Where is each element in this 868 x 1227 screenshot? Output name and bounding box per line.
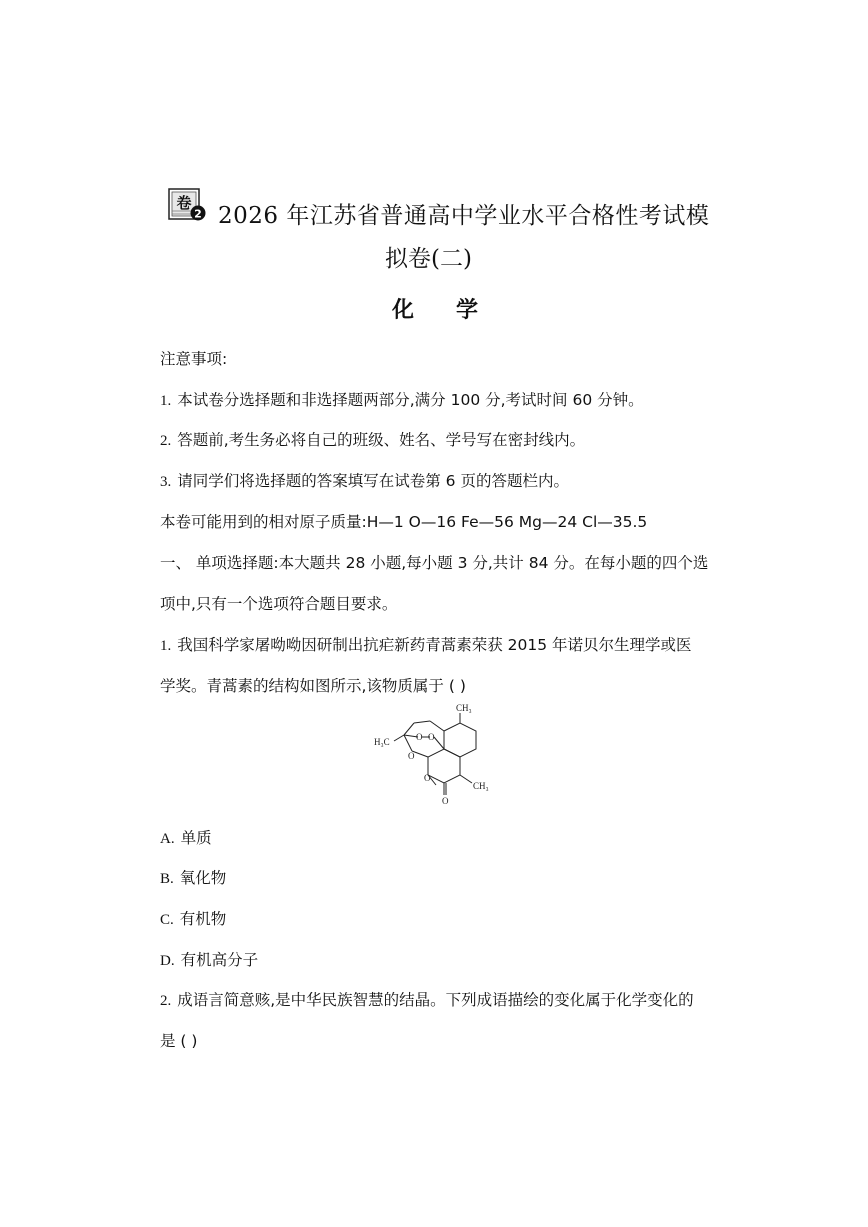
option-text: 氧化物 <box>179 869 227 887</box>
exam-badge-icon <box>168 187 206 223</box>
option-text: 有机物 <box>179 910 227 928</box>
question-1-continued: 学奖。青蒿素的结构如图所示,该物质属于 ( ) <box>160 677 466 695</box>
exam-title: 2026 年江苏省普通高中学业水平合格性考试模 <box>218 203 710 229</box>
title-row <box>168 187 728 239</box>
question-number: 2. <box>160 993 172 1009</box>
section-heading-continued: 项中,只有一个选项符合题目要求。 <box>160 595 398 613</box>
option-b[interactable] <box>160 866 226 888</box>
exam-title-continued: 拟卷(二) <box>385 246 472 272</box>
note-number: 1. <box>160 393 172 409</box>
option-c[interactable] <box>160 907 226 929</box>
option-a[interactable] <box>160 826 212 848</box>
oxygen-label: O <box>416 732 423 742</box>
notes-heading: 注意事项: <box>160 350 228 368</box>
option-text: 有机高分子 <box>180 951 259 969</box>
oxygen-label: O <box>442 796 449 806</box>
ch3-label: CH₃ <box>456 703 472 713</box>
oxygen-label: O <box>428 732 435 742</box>
note-item <box>160 428 585 450</box>
option-d[interactable] <box>160 948 258 970</box>
atomic-masses: 本卷可能用到的相对原子质量:H—1 O—16 Fe—56 Mg—24 Cl—35.5 <box>160 513 648 531</box>
svg-text:2: 2 <box>194 207 202 221</box>
question-1 <box>160 633 692 655</box>
note-item <box>160 469 569 491</box>
option-label: D. <box>160 953 175 969</box>
question-2 <box>160 988 694 1010</box>
question-text: 我国科学家屠呦呦因研制出抗疟新药青蒿素荣获 2015 年诺贝尔生理学或医 <box>177 636 692 654</box>
option-text: 单质 <box>180 829 212 847</box>
question-2-continued: 是 ( ) <box>160 1032 198 1050</box>
note-text: 请同学们将选择题的答案填写在试卷第 6 页的答题栏内。 <box>177 472 569 490</box>
note-number: 3. <box>160 474 172 490</box>
subject-title: 化学 <box>392 298 521 323</box>
svg-text:卷: 卷 <box>176 194 192 212</box>
option-label: C. <box>160 912 174 928</box>
oxygen-label: O <box>424 773 431 783</box>
note-text: 本试卷分选择题和非选择题两部分,满分 100 分,考试时间 60 分钟。 <box>177 391 644 409</box>
question-number: 1. <box>160 638 172 654</box>
note-item <box>160 388 644 410</box>
option-label: B. <box>160 871 174 887</box>
ch3-label: CH₃ <box>473 781 489 791</box>
question-text: 成语言简意赅,是中华民族智慧的结晶。下列成语描绘的变化属于化学变化的 <box>177 991 694 1009</box>
option-label: A. <box>160 831 175 847</box>
section-heading: 一、 单项选择题:本大题共 28 小题,每小题 3 分,共计 84 分。在每小题的四个选 <box>160 554 709 572</box>
h3c-label: H₃C <box>374 737 390 747</box>
note-number: 2. <box>160 433 172 449</box>
artemisinin-structure-diagram <box>372 703 502 811</box>
oxygen-label: O <box>408 751 415 761</box>
note-text: 答题前,考生务必将自己的班级、姓名、学号写在密封线内。 <box>177 431 586 449</box>
